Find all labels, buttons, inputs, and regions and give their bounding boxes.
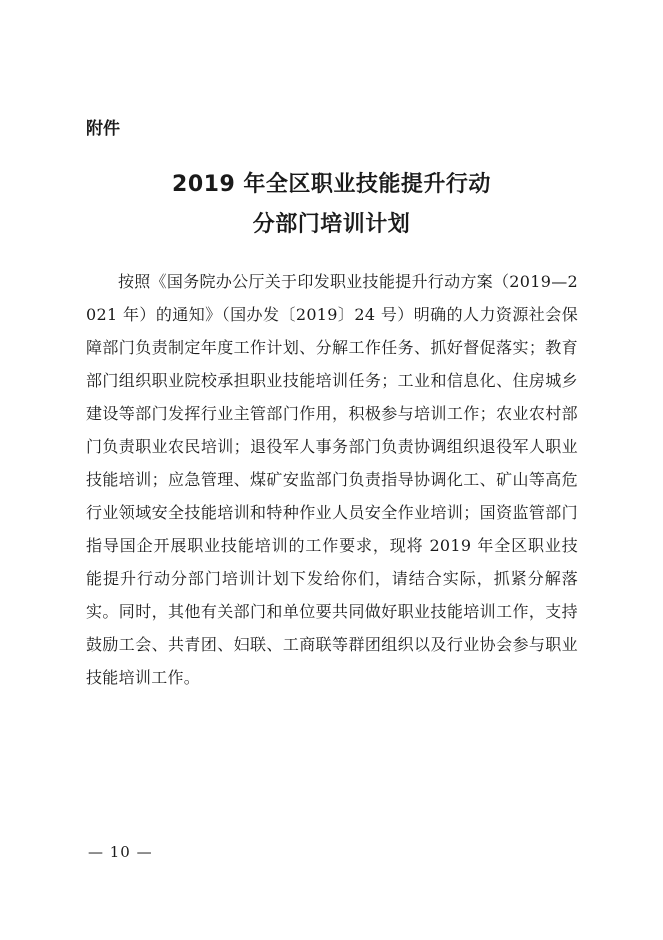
page-number: — 10 —: [88, 843, 153, 861]
attachment-label: 附件: [86, 119, 120, 139]
document-title-line-2: 分部门培训计划: [252, 212, 411, 237]
document-title-line-1: 2019 年全区职业技能提升行动: [172, 172, 491, 197]
body-paragraph: 按照《国务院办公厅关于印发职业技能提升行动方案（2019—2021 年）的通知》（国办发〔2019〕24 号）明确的人力资源社会保障部门负责制定年度工作计划、分解工作任务、抓好督促落实；教育部门组织职业院校承担职业技能培训任务；工业和信息化、住房城乡建设等部门发挥行业主管部门作用，积极参与培训工作；农业农村部门负责职业农民培训；退役军人事务部门负责协调组织退役军人职业技能培训；应急管理、煤矿安监部门负责指导协调化工、矿山等高危行业领域安全技能培训和特种作业人员安全作业培训；国资监管部门指导国企开展职业技能培训的工作要求，现将 2019 年全区职业技能提升行动分部门培训计划下发给你们，请结合实际，抓紧分解落实。同时，其他有关部门和单位要共同做好职业技能培训工作，支持鼓励工会、共青团、妇联、工商联等群团组织以及行业协会参与职业技能培训工作。: [86, 272, 578, 687]
